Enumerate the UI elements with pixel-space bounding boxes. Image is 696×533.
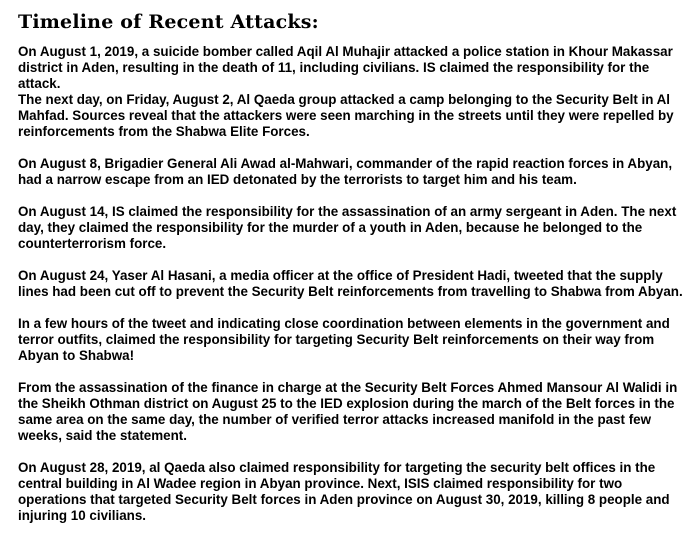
page-title: Timeline of Recent Attacks: bbox=[18, 11, 319, 33]
paragraph-aug-25: From the assassination of the finance in charge at the Security Belt Forces Ahmed Mansour Al Walidi in the Sheikh Othman district on August 25 to the IED explosion during the march of the Belt forces in the same area on the same day, the number of verified terror attacks increased manifold in the past few weeks, said the statement. bbox=[18, 380, 678, 443]
paragraph-aug-24: On August 24, Yaser Al Hasani, a media officer at the office of President Hadi, tweeted that the supply lines had been cut off to prevent the Security Belt reinforcements from travelling to Shabwa from Abyan. bbox=[18, 268, 683, 299]
paragraph-aug-28: On August 28, 2019, al Qaeda also claimed responsibility for targeting the security belt offices in the central building in Al Wadee region in Abyan province. Next, ISIS claimed responsibility for two operations that targeted Security Belt forces in Aden province on August 30, 2019, killing 8 people and injuring 10 civilians. bbox=[18, 460, 670, 523]
paragraph-spacer bbox=[18, 364, 686, 380]
paragraph-aug-2: The next day, on Friday, August 2, Al Qaeda group attacked a camp belonging to the Security Belt in Al Mahfad. Sources reveal that the attackers were seen marching in the streets until they were repelled by reinforcements from the Shabwa Elite Forces. bbox=[18, 92, 674, 139]
paragraph-tweet-followup: In a few hours of the tweet and indicating close coordination between elements in the government and terror outfits, claimed the responsibility for targeting Security Belt reinforcements on their way from Abyan to Shabwa! bbox=[18, 316, 670, 363]
paragraph-spacer bbox=[18, 252, 686, 268]
paragraph-spacer bbox=[18, 188, 686, 204]
paragraph-aug-14: On August 14, IS claimed the responsibility for the assassination of an army sergeant in Aden. The next day, they claimed the responsibility for the murder of a youth in Aden, because he belonged to the counterterrorism force. bbox=[18, 204, 677, 251]
paragraph-spacer bbox=[18, 444, 686, 460]
paragraph-spacer bbox=[18, 300, 686, 316]
paragraph-aug-8: On August 8, Brigadier General Ali Awad al-Mahwari, commander of the rapid reaction forces in Abyan, had a narrow escape from an IED detonated by the terrorists to target him and his team. bbox=[18, 156, 673, 187]
paragraph-aug-1: On August 1, 2019, a suicide bomber called Aqil Al Muhajir attacked a police station in Khour Makassar district in Aden, resulting in the death of 11, including civilians. IS claimed the responsibility for the attack. bbox=[18, 44, 673, 91]
paragraph-spacer bbox=[18, 140, 686, 156]
